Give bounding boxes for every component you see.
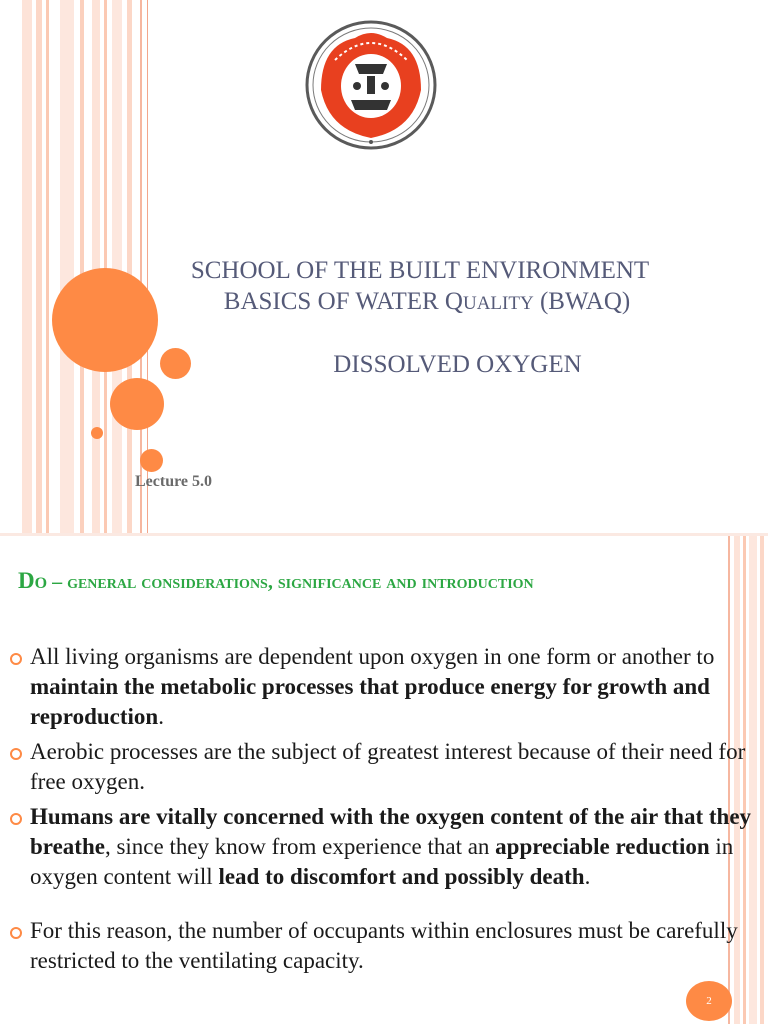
decorative-circle-small	[160, 348, 191, 379]
slide-title	[110, 255, 730, 319]
decorative-circle-small-2	[140, 449, 163, 472]
institution-seal-logo-icon	[305, 20, 437, 150]
title-line-1: SCHOOL OF THE BUILT ENVIRONMENT	[190, 257, 650, 284]
bullet-item: Humans are vitally concerned with the oxygen content of the air that they breathe, since they know from experience that an appreciable reduction in oxygen content will lead to discomfort and possibly death.	[10, 802, 760, 892]
bullet-list	[10, 642, 760, 981]
lecture-label: Lecture 5.0	[135, 473, 213, 490]
content-slide	[0, 536, 768, 1024]
bullet-icon	[10, 653, 22, 665]
slide-heading: Do – general considerations, significance and introduction	[18, 568, 534, 593]
bullet-item: For this reason, the number of occupants within enclosures must be carefully restricted to the ventilating capacity.	[10, 916, 760, 976]
slide-subtitle: DISSOLVED OXYGEN	[333, 351, 582, 378]
page-number-badge: 2	[686, 981, 732, 1021]
bullet-icon	[10, 813, 22, 825]
bullet-icon	[10, 927, 22, 939]
bullet-item: Aerobic processes are the subject of greatest interest because of their need for free oxygen.	[10, 737, 760, 797]
title-line-2: BASICS OF WATER QUALITY (BWAQ)	[223, 288, 631, 315]
decorative-circle-medium	[110, 378, 164, 430]
bullet-item: All living organisms are dependent upon oxygen in one form or another to maintain the metabolic processes that produce energy for growth and reproduction.	[10, 642, 760, 732]
decorative-circle-tiny	[91, 427, 103, 439]
bullet-icon	[10, 748, 22, 760]
